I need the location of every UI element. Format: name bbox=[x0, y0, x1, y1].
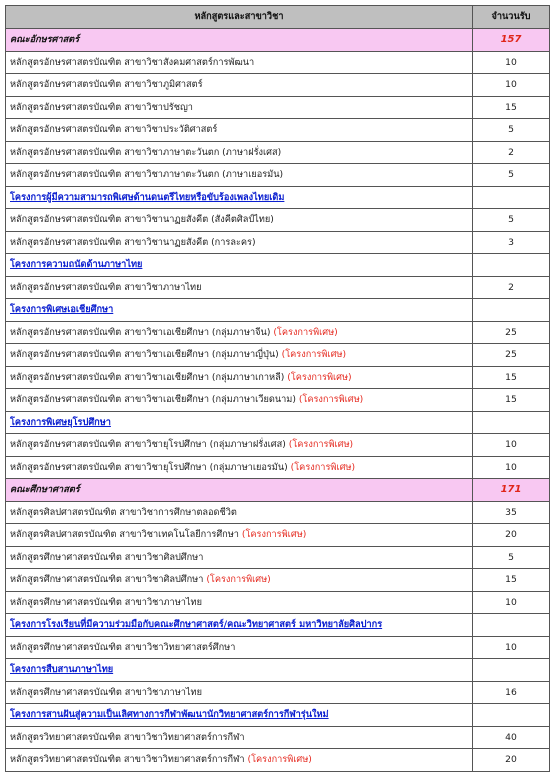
faculty-name: คณะอักษรศาสตร์ bbox=[6, 29, 473, 52]
program-name: หลักสูตรอักษรศาสตรบัณฑิต สาขาวิชานาฏยสังคีต (การละคร) bbox=[10, 236, 256, 248]
section-count-cell bbox=[473, 704, 550, 727]
program-row bbox=[6, 636, 550, 659]
program-cell bbox=[6, 164, 473, 187]
program-name: หลักสูตรศึกษาศาสตรบัณฑิต สาขาวิชาภาษาไทย bbox=[10, 686, 202, 698]
program-count: 10 bbox=[473, 456, 550, 479]
program-name: หลักสูตรอักษรศาสตรบัณฑิต สาขาวิชาประวัติศาสตร์ bbox=[10, 124, 218, 136]
program-count: 15 bbox=[473, 569, 550, 592]
program-name: หลักสูตรวิทยาศาสตรบัณฑิต สาขาวิชาวิทยาศาสตร์การกีฬา bbox=[10, 754, 245, 766]
program-column-header: หลักสูตรและสาขาวิชา bbox=[6, 6, 473, 29]
section-row bbox=[6, 659, 550, 682]
program-count: 40 bbox=[473, 726, 550, 749]
program-row bbox=[6, 501, 550, 524]
program-cell bbox=[6, 434, 473, 457]
table-body bbox=[6, 29, 550, 772]
program-cell bbox=[6, 209, 473, 232]
program-name: หลักสูตรศึกษาศาสตรบัณฑิต สาขาวิชาวิทยาศาสตร์ศึกษา bbox=[10, 641, 236, 653]
faculty-name: คณะศึกษาศาสตร์ bbox=[6, 479, 473, 502]
program-name: หลักสูตรอักษรศาสตรบัณฑิต สาขาวิชายุโรปศึกษา (กลุ่มภาษาฝรั่งเศส) bbox=[10, 439, 286, 451]
section-count-cell bbox=[473, 411, 550, 434]
program-name: หลักสูตรอักษรศาสตรบัณฑิต สาขาวิชาภาษาตะวันตก (ภาษาเยอรมัน) bbox=[10, 169, 284, 181]
program-count: 25 bbox=[473, 344, 550, 367]
program-count: 5 bbox=[473, 546, 550, 569]
program-count: 10 bbox=[473, 591, 550, 614]
program-count: 10 bbox=[473, 51, 550, 74]
program-count: 20 bbox=[473, 749, 550, 772]
program-row bbox=[6, 164, 550, 187]
program-cell bbox=[6, 96, 473, 119]
program-name: หลักสูตรอักษรศาสตรบัณฑิต สาขาวิชาเอเชียศึกษา (กลุ่มภาษาเวียดนาม) bbox=[10, 394, 296, 406]
program-row bbox=[6, 389, 550, 412]
special-program-tag: (โครงการพิเศษ) bbox=[290, 461, 356, 473]
program-name: หลักสูตรอักษรศาสตรบัณฑิต สาขาวิชาสังคมศาสตร์การพัฒนา bbox=[10, 56, 255, 68]
program-name: หลักสูตรอักษรศาสตรบัณฑิต สาขาวิชายุโรปศึกษา (กลุ่มภาษาเยอรมัน) bbox=[10, 461, 288, 473]
program-count: 10 bbox=[473, 636, 550, 659]
program-cell bbox=[6, 501, 473, 524]
section-row bbox=[6, 299, 550, 322]
program-count: 25 bbox=[473, 321, 550, 344]
section-title-link[interactable]: โครงการพิเศษยุโรปศึกษา bbox=[6, 411, 473, 434]
special-program-tag: (โครงการพิเศษ) bbox=[247, 754, 312, 766]
program-name: หลักสูตรวิทยาศาสตรบัณฑิต สาขาวิชาวิทยาศาสตร์การกีฬา bbox=[10, 731, 245, 743]
program-count: 15 bbox=[473, 96, 550, 119]
section-title-link[interactable]: โครงการโรงเรียนที่มีความร่วมมือกับคณะศึกษาศาสตร์/คณะวิทยาศาสตร์ มหาวิทยาลัยศิลปากร bbox=[6, 614, 473, 637]
special-program-tag: (โครงการพิเศษ) bbox=[281, 349, 347, 361]
program-cell bbox=[6, 524, 473, 547]
section-count-cell bbox=[473, 254, 550, 277]
program-cell bbox=[6, 321, 473, 344]
program-count: 5 bbox=[473, 164, 550, 187]
faculty-row bbox=[6, 29, 550, 52]
section-count-cell bbox=[473, 186, 550, 209]
special-program-tag: (โครงการพิเศษ) bbox=[288, 439, 354, 451]
program-cell bbox=[6, 591, 473, 614]
section-count-cell bbox=[473, 299, 550, 322]
section-title-link[interactable]: โครงการสืบสานภาษาไทย bbox=[6, 659, 473, 682]
program-count: 15 bbox=[473, 389, 550, 412]
section-row bbox=[6, 254, 550, 277]
program-row bbox=[6, 276, 550, 299]
program-cell bbox=[6, 366, 473, 389]
program-count: 5 bbox=[473, 209, 550, 232]
section-count-cell bbox=[473, 614, 550, 637]
program-row bbox=[6, 591, 550, 614]
program-row bbox=[6, 321, 550, 344]
program-count: 10 bbox=[473, 434, 550, 457]
program-cell bbox=[6, 344, 473, 367]
program-row bbox=[6, 344, 550, 367]
program-name: หลักสูตรศิลปศาสตรบัณฑิต สาขาวิชาการศึกษาตลอดชีวิต bbox=[10, 506, 237, 518]
faculty-row bbox=[6, 479, 550, 502]
section-row bbox=[6, 411, 550, 434]
program-name: หลักสูตรอักษรศาสตรบัณฑิต สาขาวิชาเอเชียศึกษา (กลุ่มภาษาเกาหลี) bbox=[10, 371, 285, 383]
program-name: หลักสูตรอักษรศาสตรบัณฑิต สาขาวิชาภาษาตะวันตก (ภาษาฝรั่งเศส) bbox=[10, 146, 282, 158]
program-cell bbox=[6, 456, 473, 479]
program-cell bbox=[6, 231, 473, 254]
program-cell bbox=[6, 141, 473, 164]
count-column-header: จำนวนรับ bbox=[473, 6, 550, 29]
program-row bbox=[6, 434, 550, 457]
program-row bbox=[6, 726, 550, 749]
program-name: หลักสูตรอักษรศาสตรบัณฑิต สาขาวิชาภูมิศาสตร์ bbox=[10, 79, 203, 91]
special-program-tag: (โครงการพิเศษ) bbox=[241, 529, 307, 541]
program-row bbox=[6, 546, 550, 569]
program-row bbox=[6, 96, 550, 119]
program-count: 2 bbox=[473, 276, 550, 299]
special-program-tag: (โครงการพิเศษ) bbox=[287, 371, 352, 383]
program-count: 10 bbox=[473, 74, 550, 97]
program-name: หลักสูตรศึกษาศาสตรบัณฑิต สาขาวิชาศิลปศึกษา bbox=[10, 574, 204, 586]
faculty-total: 157 bbox=[473, 29, 550, 52]
program-cell bbox=[6, 569, 473, 592]
section-title-link[interactable]: โครงการสานฝันสู่ความเป็นเลิศทางการกีฬาพัฒนานักวิทยาศาสตร์การกีฬารุ่นใหม่ bbox=[6, 704, 473, 727]
program-count: 20 bbox=[473, 524, 550, 547]
program-cell bbox=[6, 546, 473, 569]
program-cell bbox=[6, 51, 473, 74]
special-program-tag: (โครงการพิเศษ) bbox=[206, 574, 271, 586]
program-row bbox=[6, 74, 550, 97]
program-cell bbox=[6, 119, 473, 142]
program-cell bbox=[6, 74, 473, 97]
program-count: 2 bbox=[473, 141, 550, 164]
program-cell bbox=[6, 681, 473, 704]
table-header-row bbox=[6, 6, 550, 29]
program-count: 5 bbox=[473, 119, 550, 142]
section-row bbox=[6, 704, 550, 727]
program-name: หลักสูตรศิลปศาสตรบัณฑิต สาขาวิชาเทคโนโลยีการศึกษา bbox=[10, 529, 239, 541]
section-title-link[interactable]: โครงการผู้มีความสามารถพิเศษด้านดนตรีไทยหรือขับร้องเพลงไทยเดิม bbox=[6, 186, 473, 209]
special-program-tag: (โครงการพิเศษ) bbox=[298, 394, 364, 406]
admission-quota-table bbox=[5, 5, 550, 772]
program-row bbox=[6, 51, 550, 74]
program-name: หลักสูตรอักษรศาสตรบัณฑิต สาขาวิชาภาษาไทย bbox=[10, 281, 202, 293]
program-row bbox=[6, 209, 550, 232]
section-row bbox=[6, 614, 550, 637]
program-row bbox=[6, 681, 550, 704]
program-count: 15 bbox=[473, 366, 550, 389]
section-title-link[interactable]: โครงการพิเศษเอเชียศึกษา bbox=[6, 299, 473, 322]
program-count: 3 bbox=[473, 231, 550, 254]
special-program-tag: (โครงการพิเศษ) bbox=[273, 326, 338, 338]
program-name: หลักสูตรศึกษาศาสตรบัณฑิต สาขาวิชาภาษาไทย bbox=[10, 596, 202, 608]
program-row bbox=[6, 119, 550, 142]
faculty-total: 171 bbox=[473, 479, 550, 502]
program-name: หลักสูตรอักษรศาสตรบัณฑิต สาขาวิชานาฏยสังคีต (สังคีตศิลป์ไทย) bbox=[10, 214, 274, 226]
program-row bbox=[6, 569, 550, 592]
program-cell bbox=[6, 636, 473, 659]
program-cell bbox=[6, 749, 473, 772]
section-title-link[interactable]: โครงการความถนัดด้านภาษาไทย bbox=[6, 254, 473, 277]
program-row bbox=[6, 524, 550, 547]
program-name: หลักสูตรอักษรศาสตรบัณฑิต สาขาวิชาปรัชญา bbox=[10, 101, 193, 113]
program-cell bbox=[6, 276, 473, 299]
program-row bbox=[6, 456, 550, 479]
section-count-cell bbox=[473, 659, 550, 682]
program-cell bbox=[6, 726, 473, 749]
program-count: 16 bbox=[473, 681, 550, 704]
program-row bbox=[6, 749, 550, 772]
admission-quota-sheet bbox=[5, 5, 549, 772]
program-name: หลักสูตรศึกษาศาสตรบัณฑิต สาขาวิชาศิลปศึกษา bbox=[10, 551, 204, 563]
program-row bbox=[6, 366, 550, 389]
program-name: หลักสูตรอักษรศาสตรบัณฑิต สาขาวิชาเอเชียศึกษา (กลุ่มภาษาจีน) bbox=[10, 326, 271, 338]
section-row bbox=[6, 186, 550, 209]
program-name: หลักสูตรอักษรศาสตรบัณฑิต สาขาวิชาเอเชียศึกษา (กลุ่มภาษาญี่ปุ่น) bbox=[10, 349, 279, 361]
program-cell bbox=[6, 389, 473, 412]
program-row bbox=[6, 231, 550, 254]
program-row bbox=[6, 141, 550, 164]
program-count: 35 bbox=[473, 501, 550, 524]
